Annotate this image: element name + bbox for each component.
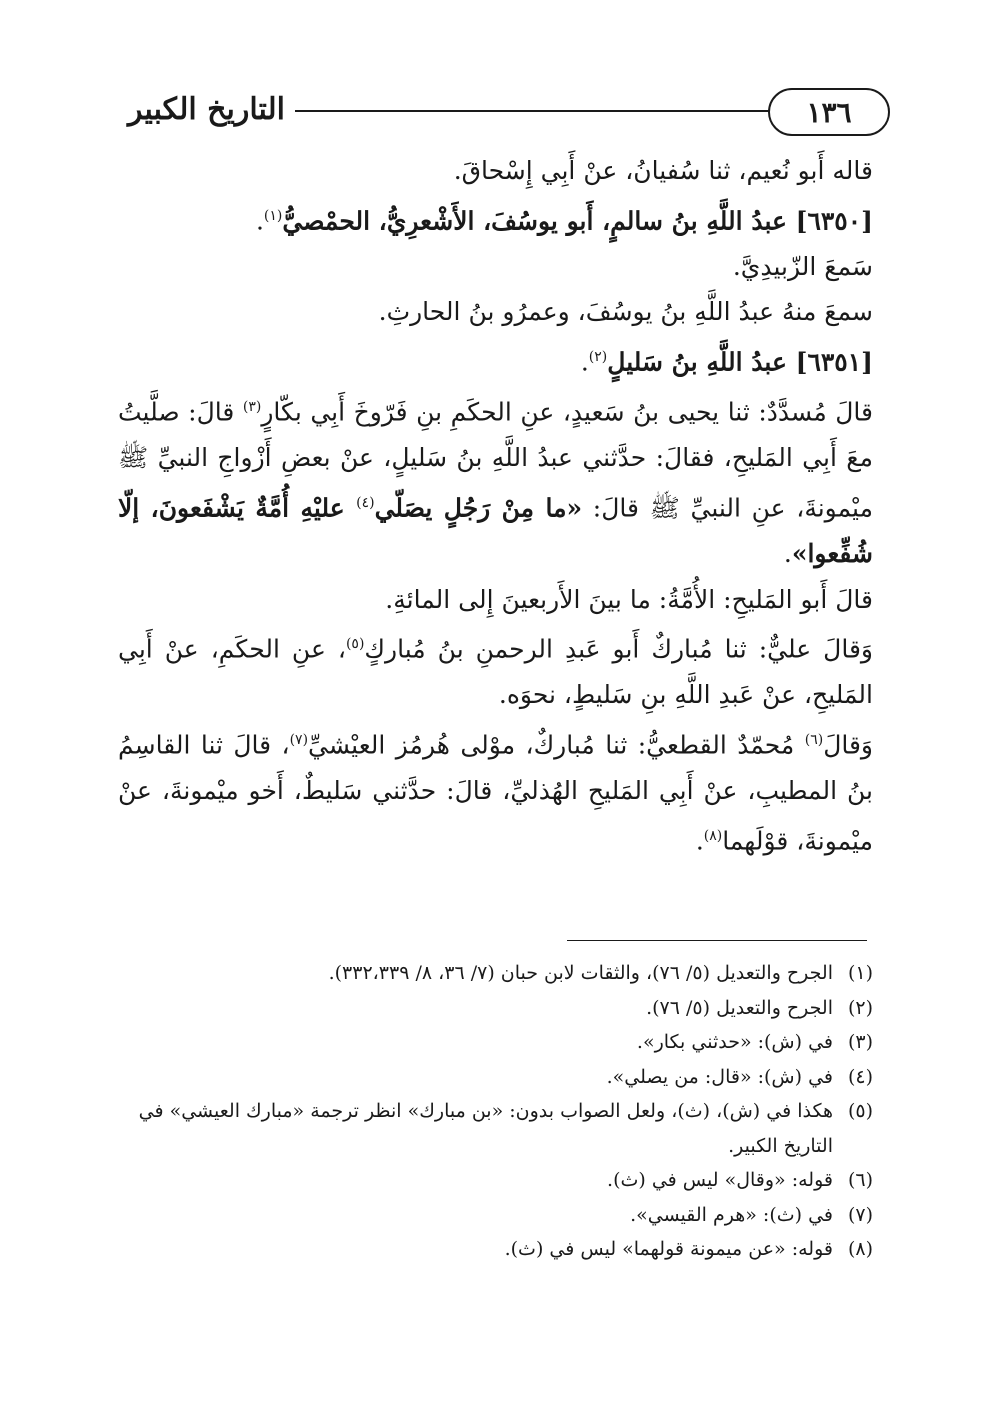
footnote-text: قوله: «عن ميمونة قولهما» ليس في (ث).	[504, 1238, 833, 1260]
main-text	[118, 148, 873, 864]
paragraph	[118, 148, 873, 194]
footnote-number: (٦)	[847, 1169, 873, 1191]
entry-title: [٦٣٥٠] عبدُ اللَّهِ بنُ سالمٍ، أَبو يوسُفَ، الأَشْعرِيُّ، الحمْصيُّ	[282, 206, 873, 236]
footnote-text: في (ث): «هرم القيسي».	[630, 1203, 833, 1226]
header-rule	[295, 110, 774, 112]
footnote-text: الجرح والتعديل (٥/ ٧٦).	[646, 996, 833, 1019]
entry-heading	[118, 335, 873, 385]
footnote-ref[interactable]: (٤)	[356, 494, 375, 511]
footnote-ref[interactable]: (٥)	[345, 636, 365, 653]
paragraph-text: سمعَ منهُ عبدُ اللَّهِ بنُ يوسُفَ، وعمرُو بنُ الحارثِ.	[378, 297, 873, 327]
punctuation: .	[695, 826, 704, 856]
footnote	[118, 1232, 873, 1267]
paragraph-text: ، عنِ الحكَمِ، عنْ أَبِي المَليحِ، عنْ عَبدِ اللَّهِ بنِ سَليطٍ، نحوَه.	[118, 634, 873, 710]
paragraph-text: ، قالَ ثنا القاسِمُ بنُ المطيبِ، عنْ أَبِي المَليحِ الهُذليِّ، قالَ: حدَّثني سَليطٌ، أَخو ميْمونةَ، عنْ ميْمونةَ، قوْلَهما	[118, 730, 873, 856]
paragraph-text: مُحمّدٌ القطعيُّ: ثنا مُباركٌ، موْلى هُرمُز العيْشيِّ	[308, 730, 805, 760]
paragraph	[118, 622, 873, 718]
footnote-number: (٥)	[847, 1100, 873, 1122]
footnote-separator	[567, 940, 867, 941]
footnote-number: (٢)	[847, 996, 873, 1019]
book-title: التاريخ الكبير	[127, 92, 285, 127]
footnote-text: الجرح والتعديل (٥/ ٧٦)، والثقات لابن حبان (٧/ ٣٦، ٨/ ٣٣٢،٣٣٩).	[328, 962, 833, 984]
footnote-ref[interactable]: (٦)	[804, 732, 824, 749]
paragraph	[118, 718, 873, 864]
footnote-number: (٨)	[847, 1238, 873, 1260]
footnote-number: (٧)	[847, 1203, 873, 1226]
footnote-number: (٣)	[847, 1031, 873, 1053]
footnote-ref[interactable]: (٨)	[703, 827, 723, 844]
entry-title: [٦٣٥١] عبدُ اللَّهِ بنُ سَليلٍ	[607, 347, 873, 377]
paragraph-text: قالَ: صلَّيتُ معَ أَبِي المَليحِ، فقالَ: حدَّثني عبدُ اللَّهِ بنُ سَليلٍ، عنْ بعضِ أَزْواجِ النبيِّ ﷺ ميْمونةَ، عنِ النبيِّ ﷺ قالَ:	[118, 397, 873, 523]
footnote	[118, 1025, 873, 1060]
footnote-number: (١)	[847, 962, 873, 984]
paragraph-text: قالَ مُسدَّدٌ: ثنا يحيى بنُ سَعيدٍ، عنِ الحكَمِ بنِ فَرّوخَ أَبِي بكّارٍ	[261, 397, 874, 427]
paragraph-text: سَمعَ الزّبيدِيَّ.	[732, 251, 873, 281]
footnote-ref[interactable]: (٣)	[242, 399, 262, 416]
paragraph-text: وَقالَ عليٌّ: ثنا مُباركٌ أَبو عَبدِ الرحمنِ بنُ مُباركٍ	[364, 634, 873, 664]
punctuation: .	[255, 206, 264, 236]
entry-heading	[118, 194, 873, 244]
punctuation: .	[783, 538, 792, 568]
hadith-text: عليْهِ أُمَّةٌ يَشْفَعونَ، إلّا شُفِّعوا»	[118, 493, 873, 568]
footnote-ref[interactable]: (١)	[263, 207, 283, 224]
footnotes	[118, 956, 873, 1267]
paragraph	[118, 289, 873, 335]
footnote	[118, 1198, 873, 1233]
footnote-text: في (ش): «حدثني بكار».	[636, 1031, 833, 1053]
punctuation: .	[580, 347, 589, 377]
paragraph	[118, 244, 873, 290]
footnote	[118, 1060, 873, 1095]
paragraph	[118, 577, 873, 623]
paragraph-text: قاله أَبو نُعيم، ثنا سُفيانُ، عنْ أَبِي إِسْحاقَ.	[453, 156, 873, 185]
paragraph-text: وَقالَ	[823, 730, 873, 760]
footnote	[118, 956, 873, 991]
footnote-number: (٤)	[847, 1065, 873, 1088]
footnote	[118, 991, 873, 1026]
hadith-text: «ما مِنْ رَجُلٍ يصَلّي	[374, 493, 583, 523]
footnote	[118, 1163, 873, 1198]
page-header	[120, 88, 890, 140]
paragraph-text: قالَ أَبو المَليحِ: الأُمَّةُ: ما بينَ الأَربعينَ إِلى المائةِ.	[385, 584, 873, 614]
footnote-ref[interactable]: (٢)	[588, 349, 608, 366]
paragraph	[118, 385, 873, 576]
page-number: ١٣٦	[768, 88, 890, 136]
footnote-text: هكذا في (ش)، (ث)، ولعل الصواب بدون: «بن مبارك» انظر ترجمة «مبارك العيشي» في التاريخ الكبير.	[138, 1100, 833, 1157]
footnote-ref[interactable]: (٧)	[289, 732, 309, 749]
footnote-text: قوله: «وقال» ليس في (ث).	[607, 1169, 833, 1191]
footnote	[118, 1094, 873, 1163]
footnote-text: في (ش): «قال: من يصلي».	[606, 1065, 833, 1088]
